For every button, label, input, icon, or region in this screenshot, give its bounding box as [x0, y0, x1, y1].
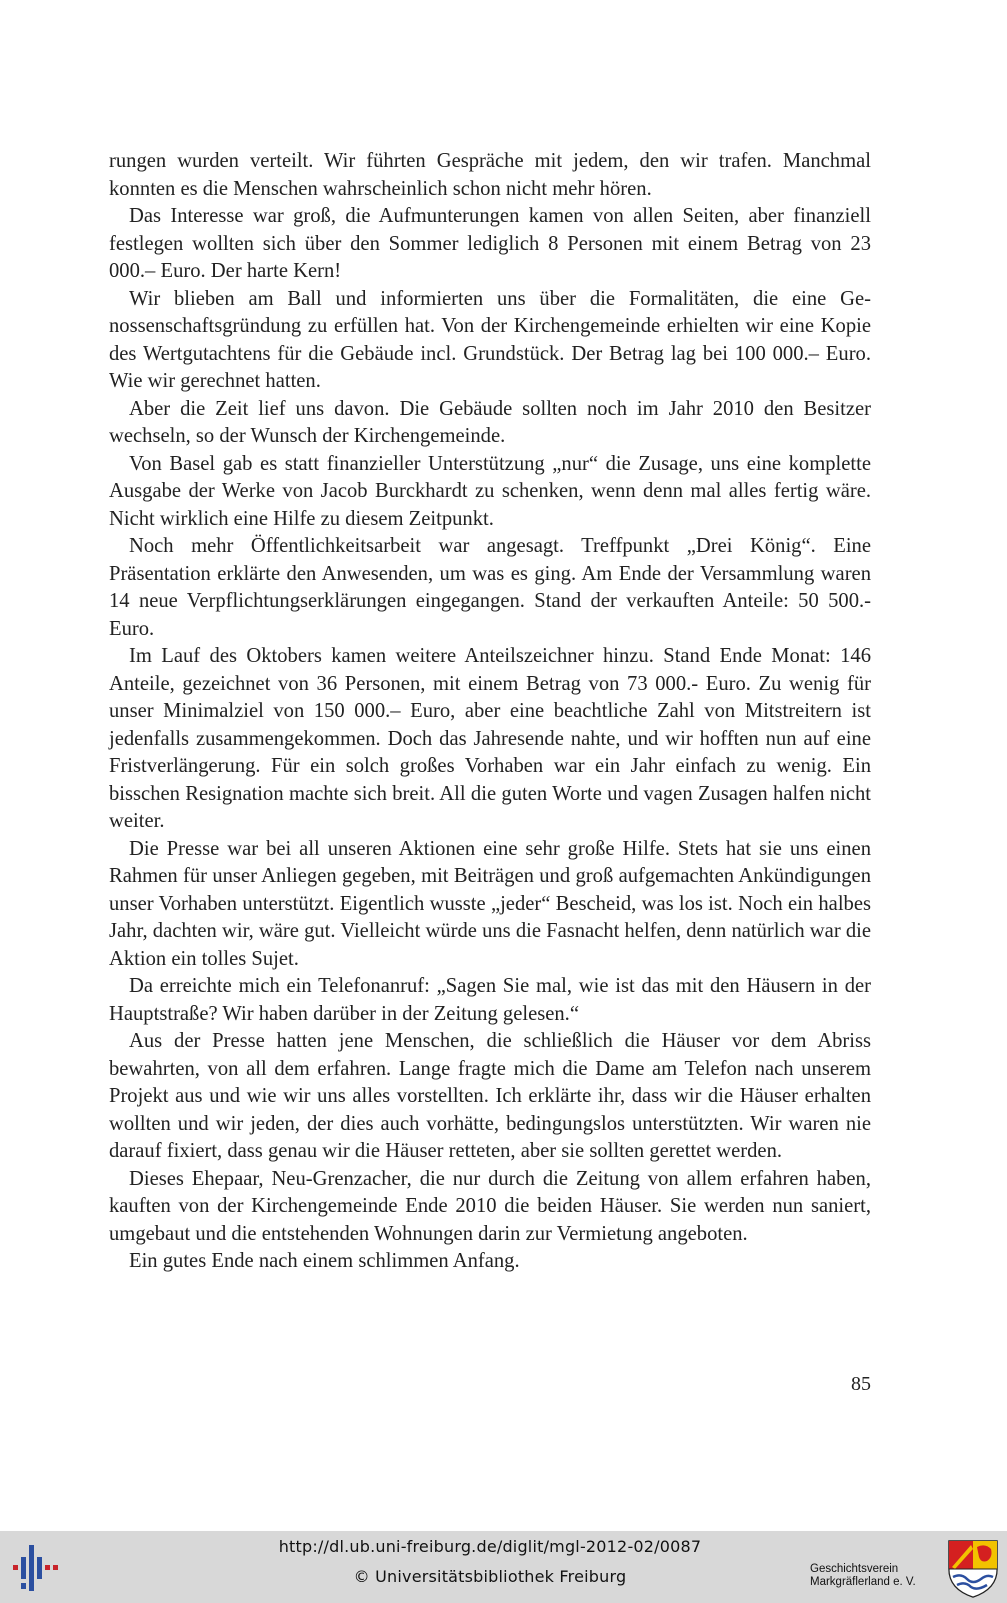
paragraph: Da erreichte mich ein Telefonanruf: „Sagen Sie mal, wie ist das mit den Häusern in der Hauptstraße? Wir haben darüber in der Zeitung gelesen.“ — [109, 975, 871, 1025]
paragraph: Wir blieben am Ball und informierten uns über die Formalitäten, die eine Genossenschaftsgründung zu erfüllen hat. Von der Kirchengemeinde erhielten wir eine Kopie des Wertgutachtens für die Gebäude incl. Grundstück. Der Betrag lag bei 100 000.– Euro. Wie wir gerechnet hatten. — [109, 287, 871, 392]
society-name-line2: Markgräflerland e. V. — [810, 1576, 916, 1588]
paragraph: Die Presse war bei all unseren Aktionen eine sehr große Hilfe. Stets hat sie uns einen Rahmen für unser Anliegen gegeben, mit Beiträgen und groß aufgemachten Ankündigungen unser Vorhaben unterstützt. Eigentlich wusste „jeder“ Bescheid, was los ist. Noch ein halbes Jahr, dachten wir, wäre gut. Vielleicht würde uns die Fasnacht helfen, denn natürlich war die Aktion ein tolles Sujet. — [109, 837, 871, 970]
footer-copyright: © Universitätsbibliothek Freiburg — [353, 1567, 627, 1586]
coat-of-arms-icon — [947, 1539, 999, 1599]
footer-bar — [0, 1531, 1007, 1603]
paragraph: Von Basel gab es statt finanzieller Unterstützung „nur“ die Zusage, uns eine komplette Ausgabe der Werke von Jacob Burckhardt zu schenken, wenn denn mal alles fertig wäre. Nicht wirklich eine Hilfe zu diesem Zeitpunkt. — [109, 452, 871, 530]
paragraph: Aus der Presse hatten jene Menschen, die schließlich die Häuser vor dem Abriss bewahrten, von all dem erfahren. Lange fragte mich die Dame am Telefon nach unserem Projekt aus und wie wir uns alles vorstellten. Ich erklärte ihr, dass wir die Häuser erhalten wollten und wir jeden, der dies auch vorhätte, bedingungslos unterstützten. Wir waren nie darauf fixiert, dass genau wir die Häuser retteten, aber sie sollten gerettet werden. — [109, 1030, 871, 1162]
paragraph: Aber die Zeit lief uns davon. Die Gebäude sollten noch im Jahr 2010 den Besitzer wechseln, so der Wunsch der Kirchengemeinde. — [109, 397, 871, 447]
paragraph: rungen wurden verteilt. Wir führten Gespräche mit jedem, den wir trafen. Manchmal konnten es die Menschen wahrscheinlich schon nicht mehr hören. — [109, 150, 871, 200]
paragraph: Ein gutes Ende nach einem schlimmen Anfang. — [129, 1250, 520, 1272]
page-body — [109, 148, 871, 1276]
ub-freiburg-logo-icon[interactable] — [8, 1543, 64, 1593]
society-name-line1: Geschichtsverein — [810, 1563, 899, 1575]
paragraph: Im Lauf des Oktobers kamen weitere Anteilszeichner hinzu. Stand Ende Monat: 146 Anteile, gezeichnet von 36 Personen, mit einem Betrag von 73 000.- Euro. Zu wenig für unser Minimalziel von 150 000.– Euro, aber eine beachtliche Zahl von Mitstreitern ist jedenfalls zusammengekommen. Doch das Jahresende nahte, und wir hofften nun auf eine Fristverlängerung. Für ein solch großes Vorhaben war ein Jahr einfach zu wenig. Ein bisschen Resignation machte sich breit. All die guten Worte und vagen Zusagen halfen nicht weiter. — [109, 645, 871, 832]
paragraph: Dieses Ehepaar, Neu-Grenzacher, die nur durch die Zeitung von allem erfahren haben, kauften von der Kirchengemeinde Ende 2010 die beiden Häuser. Sie werden nun saniert, umgebaut und die entstehenden Wohnungen darin zur Vermietung angeboten. — [109, 1167, 871, 1245]
paragraph: Noch mehr Öffentlichkeitsarbeit war angesagt. Treffpunkt „Drei König“. Eine Präsentation erklärte den Anwesenden, um was es ging. Am Ende der Versammlung waren 14 neue Verpflichtungserklärungen eingegangen. Stand der verkauften Anteile: 50 500.- Euro. — [109, 535, 871, 640]
page-number: 85 — [851, 1373, 871, 1395]
paragraph: Das Interesse war groß, die Aufmunterungen kamen von allen Seiten, aber finanziell festlegen wollten sich über den Sommer lediglich 8 Personen mit einem Betrag von 23 000.– Euro. Der harte Kern! — [109, 205, 871, 282]
society-name — [810, 1563, 940, 1589]
footer-url-link[interactable]: http://dl.ub.uni-freiburg.de/diglit/mgl-2012-02/0087 — [278, 1537, 702, 1556]
